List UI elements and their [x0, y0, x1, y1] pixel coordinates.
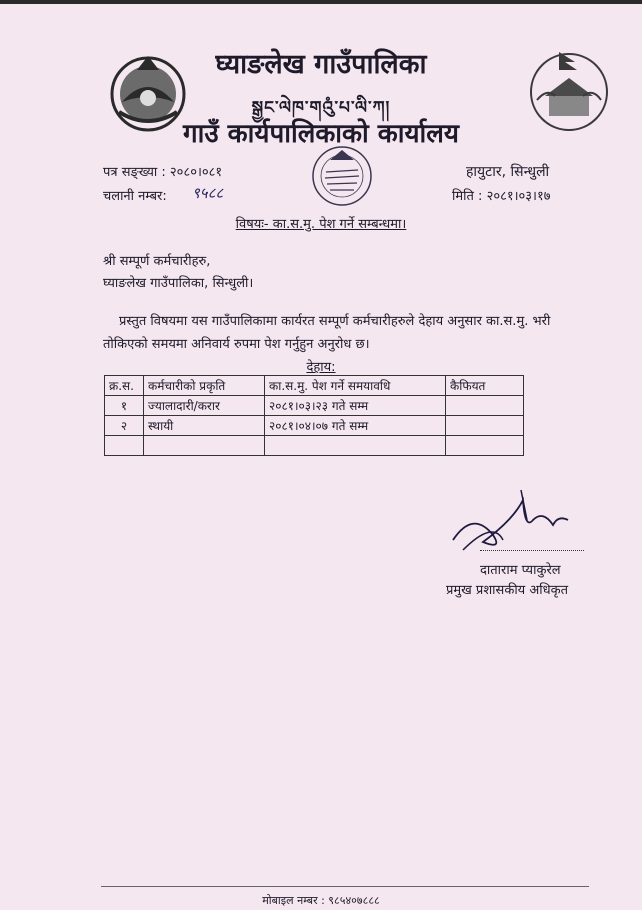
table-cell: २०८१।०३।२३ गते सम्म	[265, 396, 446, 416]
table-cell	[144, 436, 265, 456]
signatory-name: दाताराम प्याकुरेल	[480, 563, 561, 578]
submission-schedule-table	[104, 375, 524, 456]
table-cell	[265, 436, 446, 456]
footer-divider	[101, 886, 589, 887]
footer-mobile: मोबाइल नम्बर : ९८५४०७८८८	[262, 894, 380, 907]
subject-text: विषयः- का.स.मु. पेश गर्ने सम्बन्धमा।	[235, 217, 407, 232]
signature-dotted-line	[480, 550, 584, 551]
office-location: हायुटार, सिन्धुली	[466, 164, 550, 180]
dispatch-number-label: चलानी नम्बर:	[103, 189, 167, 204]
table-cell: २	[105, 416, 144, 436]
table-cell	[446, 396, 524, 416]
office-name: गाउँ कार्यपालिकाको कार्यालय	[183, 119, 459, 149]
scan-edge	[0, 0, 642, 4]
table-row	[105, 396, 524, 416]
municipality-name: घ्याङलेख गाउँपालिका	[215, 49, 427, 80]
office-stamp-icon	[310, 140, 374, 214]
table-cell: २०८१।०४।०७ गते सम्म	[265, 416, 446, 436]
recipient-line-1: श्री सम्पूर्ण कर्मचारीहरु,	[103, 254, 211, 269]
body-paragraph: प्रस्तुत विषयमा यस गाउँपालिकामा कार्यरत सम्पूर्ण कर्मचारीहरुले देहाय अनुसार का.स.मु. भरी तोकिएको समयमा अनिवार्य रुपमा पेश गर्नुहुन अनुरोध छ।	[103, 314, 551, 352]
table-cell: ज्यालादारी/करार	[144, 396, 265, 416]
letter-number: पत्र सङ्ख्या : २०८०।०८१	[103, 165, 223, 180]
table-header-cell: कर्मचारीको प्रकृति	[144, 376, 265, 396]
municipality-name-tibetan: སྒྱང་ལེཁ་གའུཾ་པ་ལི་ཀ།	[251, 98, 391, 118]
table-header-cell: कैफियत	[446, 376, 524, 396]
table-cell	[446, 436, 524, 456]
table-row	[105, 416, 524, 436]
table-cell: १	[105, 396, 144, 416]
table-header-row	[105, 376, 524, 396]
recipient-line-2: घ्याङलेख गाउँपालिका, सिन्धुली।	[103, 276, 254, 291]
table-header-cell: का.स.मु. पेश गर्ने समयावधि	[265, 376, 446, 396]
subject-line	[0, 214, 642, 232]
table-cell: स्थायी	[144, 416, 265, 436]
table-cell	[105, 436, 144, 456]
letter-date: मिति : २०८१।०३।१७	[452, 189, 551, 204]
signature-icon	[443, 480, 583, 560]
dispatch-number-handwritten: ९५८८	[192, 184, 224, 202]
signatory-designation: प्रमुख प्रशासकीय अधिकृत	[446, 583, 569, 598]
table-cell	[446, 416, 524, 436]
dehay-label: देहाय:	[306, 360, 336, 375]
table-header-cell: क्र.स.	[105, 376, 144, 396]
table-row	[105, 436, 524, 456]
